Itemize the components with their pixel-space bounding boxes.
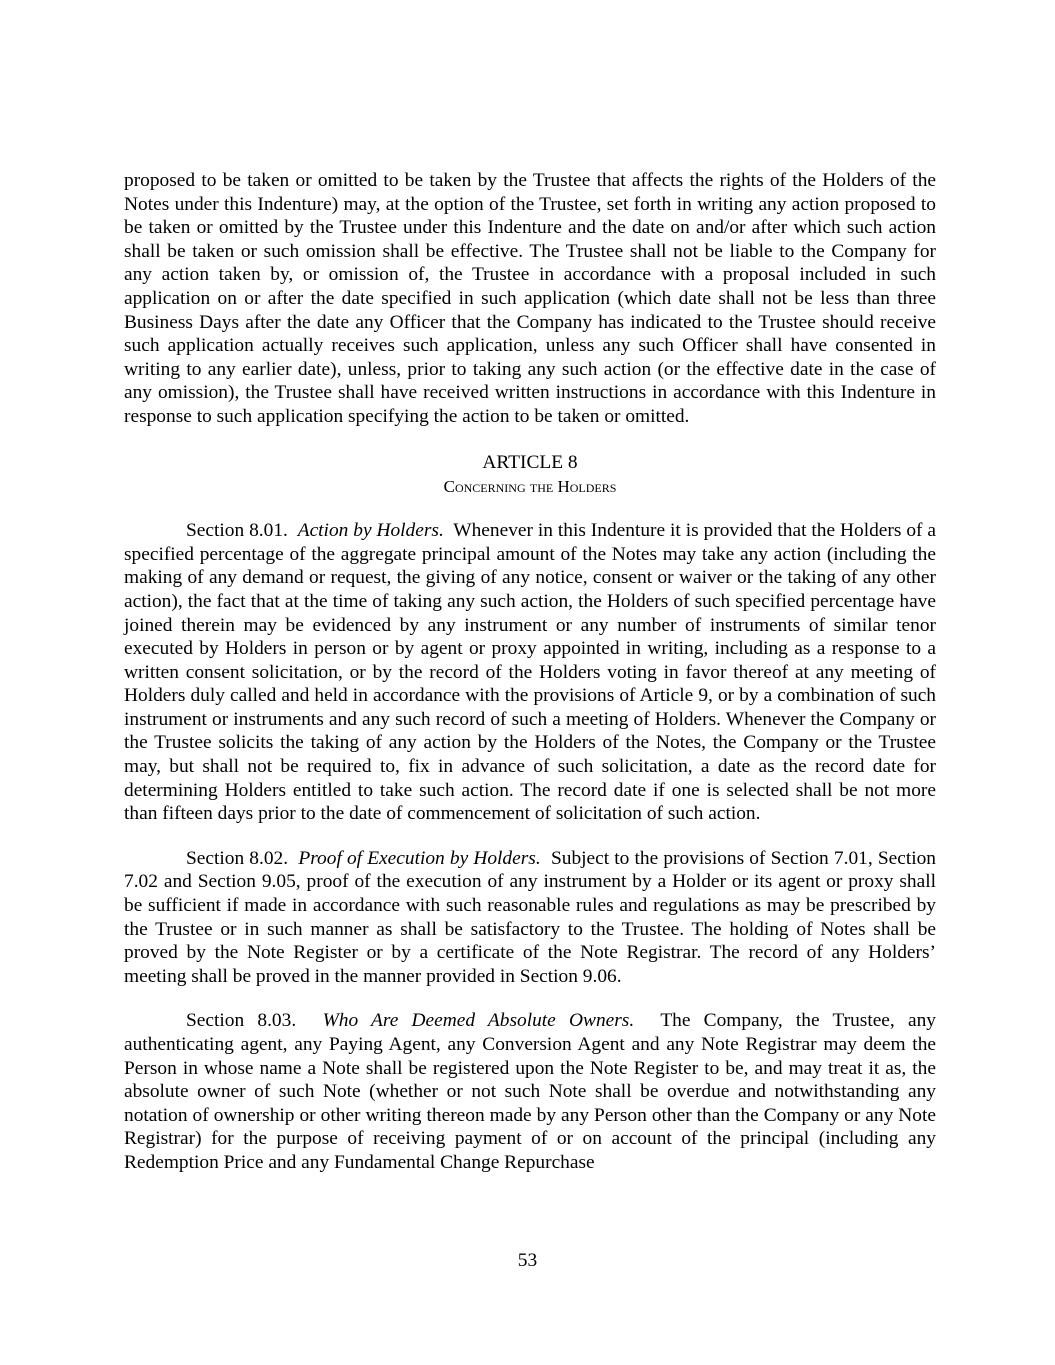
article-title: Concerning the Holders (443, 477, 617, 497)
section-body: The Company, the Trustee, any authenticating agent, any Paying Agent, any Conversion Agent and any Note Registrar may deem the Person in whose name a Note shall be registered upon the Note Register to be, and may treat it as, the absolute owner of such Note (whether or not such Note shall be overdue and notwithstanding any notation of ownership or other writing thereon made by any Person other than the Company or any Note Registrar) for the purpose of receiving payment of or on account of the principal (including any Redemption Price and any Fundamental Change Repurchase (124, 1010, 936, 1173)
article-number: ARTICLE 8 (482, 451, 578, 473)
section-body: Subject to the provisions of Section 7.01, Section 7.02 and Section 9.05, proof of the execution of any instrument by a Holder or its agent or proxy shall be sufficient if made in accordance with such reasonable rules and regulations as may be prescribed by the Trustee or in such manner as shall be satisfactory to the Trustee. The holding of Notes shall be proved by the Note Register or by a certificate of the Note Registrar. The record of any Holders’ meeting shall be proved in the manner provided in Section 9.06. (124, 847, 936, 987)
intro-paragraph: proposed to be taken or omitted to be taken by the Trustee that affects the rights of the Holders of the Notes under this Indenture) may, at the option of the Trustee, set forth in writing any action proposed to be taken or omitted by the Trustee under this Indenture and the date on and/or after which such action shall be taken or such omission shall be effective. The Trustee shall not be liable to the Company for any action taken by, or omission of, the Trustee in accordance with a proposal included in such application on or after the date specified in such application (which date shall not be less than three Business Days after the date any Officer that the Company has indicated to the Trustee should receive such application actually receives such application, unless any such Officer shall have consented in writing to any earlier date), unless, prior to taking any such action (or the effective date in the case of any omission), the Trustee shall have received written instructions in accordance with this Indenture in response to such application specifying the action to be taken or omitted. (124, 170, 936, 427)
section-heading: Proof of Execution by Holders. (298, 847, 541, 869)
section-8-02 (124, 847, 936, 989)
section-heading: Who Are Deemed Absolute Owners. (322, 1010, 635, 1032)
section-number: Section 8.02. (186, 847, 289, 869)
section-8-01 (124, 519, 936, 826)
page-number: 53 (517, 1250, 538, 1271)
section-body: Whenever in this Indenture it is provided that the Holders of a specified percentage of the aggregate principal amount of the Notes may take any action (including the making of any demand or request, the giving of any notice, consent or waiver or the taking of any other action), the fact that at the time of taking any such action, the Holders of such specified percentage have joined therein may be evidenced by any instrument or any number of instruments of similar tenor executed by Holders in person or by agent or proxy appointed in writing, including as a response to a written consent solicitation, or by the record of the Holders voting in favor thereof at any meeting of Holders duly called and held in accordance with the provisions of Article 9, or by a combination of such instrument or instruments and any such record of such a meeting of Holders. Whenever the Company or the Trustee solicits the taking of any action by the Holders of the Notes, the Company or the Trustee may, but shall not be required to, fix in advance of such solicitation, a date as the record date for determining Holders entitled to take such action. The record date if one is selected shall be not more than fifteen days prior to the date of commencement of solicitation of such action. (124, 520, 936, 825)
section-heading: Action by Holders. (297, 520, 444, 542)
document-page (124, 169, 936, 1175)
section-number: Section 8.01. (186, 520, 288, 542)
section-number: Section 8.03. (186, 1010, 297, 1032)
section-8-03 (124, 1009, 936, 1174)
